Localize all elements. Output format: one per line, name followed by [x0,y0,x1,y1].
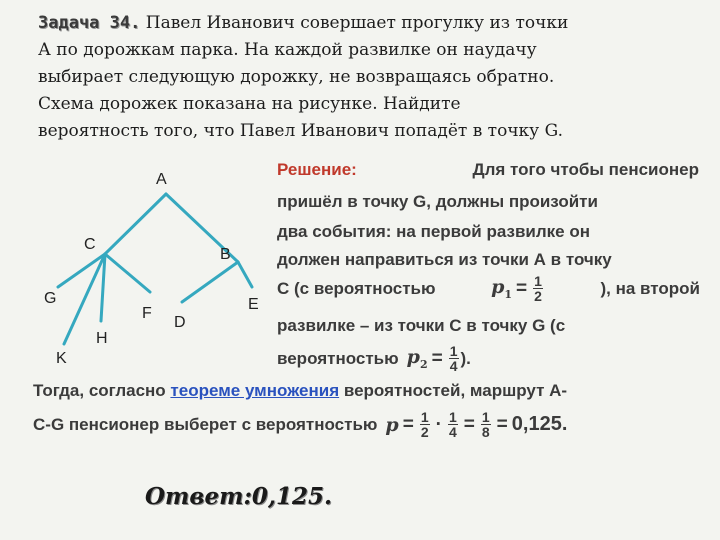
equals-sign: = [516,277,528,299]
equals-sign-2: = [431,347,443,369]
problem-line-2: А по дорожкам парка. На каждой развилке он наудачу [38,40,537,60]
equals-sign-5: = [496,413,508,435]
problem-title: Задача 34. [38,13,141,33]
var-p2-letter: p [406,346,420,369]
node-label-d: D [174,314,186,331]
node-label-c: C [84,236,96,253]
solution-line-7 [277,344,471,373]
solution-text-5b: ), на второй [600,278,700,298]
answer-text: Ответ:0,125. [145,483,332,510]
var-p1-letter: p [491,276,505,299]
multiplication-theorem-link[interactable]: теореме умножения [170,381,340,400]
result-value: 0,125. [511,413,568,435]
var-p: p [385,413,399,436]
multiply-dot: · [435,413,442,435]
solution-line-6: развилке – из точки С в точку G (с [277,316,566,335]
solution-line-4: должен направиться из точки А в точку [277,250,612,269]
fraction-3-den: 8 [481,424,490,440]
node-label-h: H [96,330,108,347]
fraction-2-num: 1 [448,409,457,425]
solution-label: Решение: [277,160,357,179]
fraction-p1-den: 2 [534,288,542,304]
var-p2-sub: 2 [419,357,428,371]
equals-sign-4: = [463,413,475,435]
node-label-k: K [56,350,67,367]
solution-line-3: два события: на первой развилке он [277,222,591,241]
fraction-3-num: 1 [481,409,490,425]
solution-text-7b: ). [460,348,471,368]
fraction-1-den: 2 [420,424,429,440]
node-label-b: B [220,246,231,263]
solution-line-5 [277,274,700,303]
solution-text-1: Для того чтобы пенсионер [472,160,699,179]
solution-text-8b: вероятностей, маршрут А- [343,381,568,400]
fraction-1-num: 1 [420,409,429,425]
var-p1-sub: 1 [504,287,513,301]
fraction-2-den: 4 [448,424,457,440]
fraction-3 [481,410,491,439]
node-label-a: A [156,171,167,188]
fraction-1 [420,410,430,439]
fraction-p1 [533,274,543,303]
fraction-p2-num: 1 [449,343,458,359]
edge-b-e [238,262,252,287]
edge-a-c [105,194,166,254]
solution-text-9a: С-G пенсионер выберет с вероятностью [33,414,378,434]
var-p1 [491,276,512,301]
formula-p1 [491,274,545,303]
fraction-p2 [449,344,459,373]
solution-line-1 [277,160,699,180]
var-p2 [407,346,428,371]
node-label-f: F [142,305,152,322]
node-label-g: G [44,290,57,307]
fraction-p2-den: 4 [449,358,458,374]
solution-line-8 [33,381,567,401]
problem-line-3: выбирает следующую дорожку, не возвращаясь обратно. [38,67,555,87]
edge-b-d [182,262,238,302]
solution-line-2: пришёл в точку G, должны произойти [277,192,598,211]
solution-text-8a: Тогда, согласно [33,381,166,400]
problem-line-4: Схема дорожек показана на рисунке. Найдите [38,94,461,114]
problem-line-5: вероятность того, что Павел Иванович попадёт в точку G. [38,121,563,141]
fraction-2 [448,410,458,439]
node-label-e: E [248,296,259,313]
solution-text-5a: С (с вероятностью [277,278,436,298]
fraction-p1-num: 1 [534,273,542,289]
solution-text-7a: вероятностью [277,348,399,368]
solution-line-9 [33,410,567,439]
equals-sign-3: = [402,413,414,435]
problem-text-1: Павел Иванович совершает прогулку из точки [145,13,569,33]
edge-c-f [105,254,150,292]
